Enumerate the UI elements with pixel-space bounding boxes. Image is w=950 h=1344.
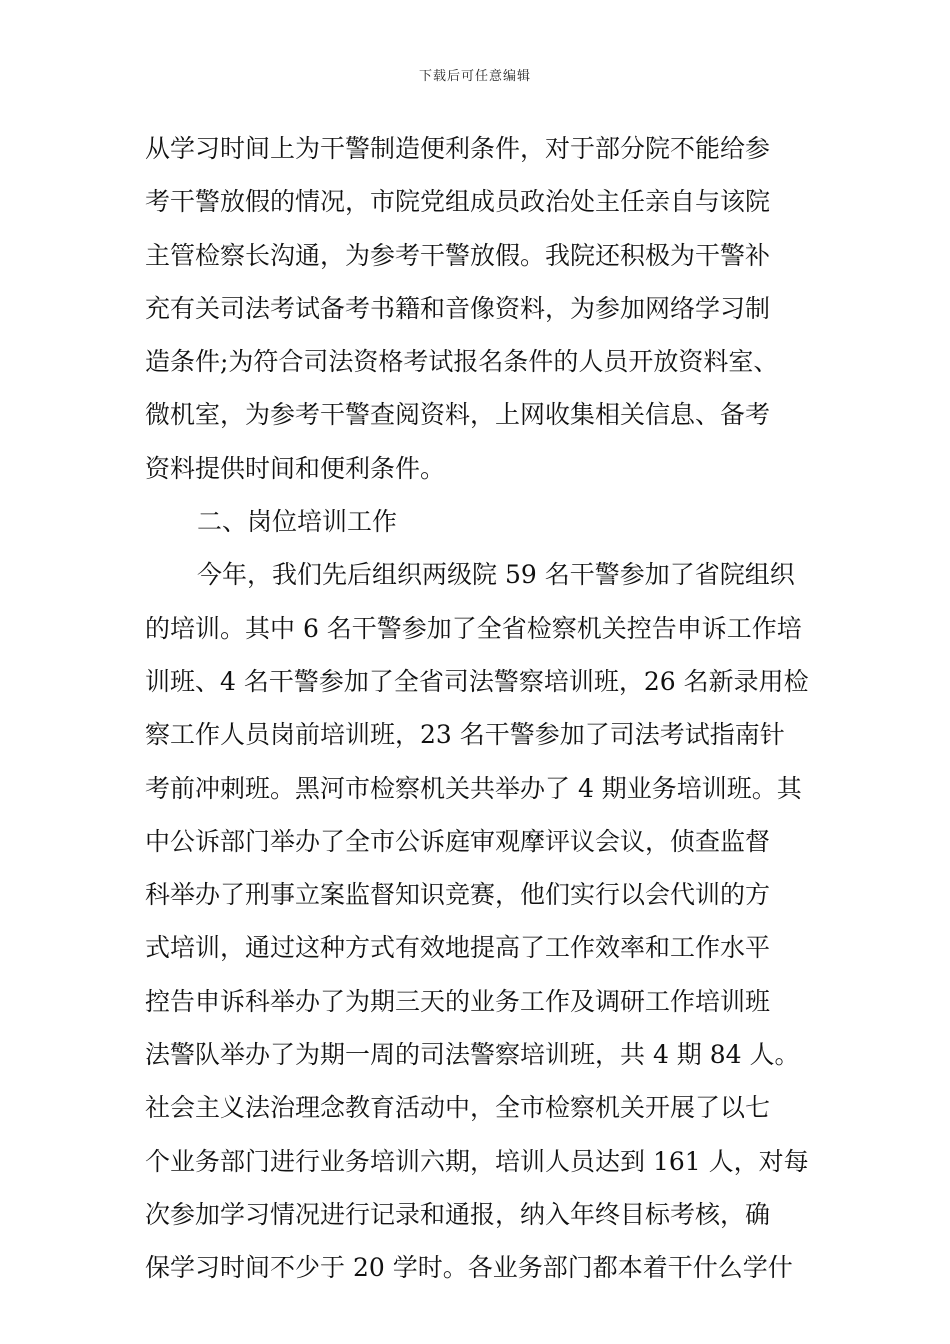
text-line: 个业务部门进行业务培训六期，培训人员达到 161 人，对每 (145, 1146, 809, 1176)
text-line: 训班、4 名干警参加了全省司法警察培训班，26 名新录用检 (145, 666, 809, 696)
text-line: 察工作人员岗前培训班，23 名干警参加了司法考试指南针 (145, 720, 785, 750)
text-line: 充有关司法考试备考书籍和音像资料，为参加网络学习制 (145, 293, 771, 323)
text-line: 保学习时间不少于 20 学时。各业务部门都本着干什么学什 (145, 1253, 793, 1283)
text-line: 微机室，为参考干警查阅资料，上网收集相关信息、备考 (145, 400, 771, 430)
text-line: 考前冲刺班。黑河市检察机关共举办了 4 期业务培训班。其 (145, 773, 802, 803)
text-line: 资料提供时间和便利条件。 (145, 453, 446, 483)
text-line: 控告申诉科举办了为期三天的业务工作及调研工作培训班 (145, 986, 771, 1016)
page-header-note: 下载后可任意编辑 (418, 69, 531, 84)
text-line: 造条件;为符合司法资格考试报名条件的人员开放资料室、 (145, 347, 779, 377)
text-line: 今年，我们先后组织两级院 59 名干警参加了省院组织 (197, 560, 795, 590)
text-line: 考干警放假的情况，市院党组成员政治处主任亲自与该院 (145, 187, 771, 217)
text-line: 社会主义法治理念教育活动中，全市检察机关开展了以七 (145, 1093, 771, 1123)
text-line: 从学习时间上为干警制造便利条件，对于部分院不能给参 (145, 134, 771, 163)
document-body (145, 122, 810, 1295)
text-line: 主管检察长沟通，为参考干警放假。我院还积极为干警补 (145, 240, 771, 270)
text-line: 次参加学习情况进行记录和通报，纳入年终目标考核，确 (145, 1199, 771, 1229)
text-line: 科举办了刑事立案监督知识竞赛，他们实行以会代训的方 (145, 880, 771, 910)
text-line: 的培训。其中 6 名干警参加了全省检察机关控告申诉工作培 (145, 613, 802, 643)
text-line: 式培训，通过这种方式有效地提高了工作效率和工作水平 (145, 933, 771, 963)
text-line: 中公诉部门举办了全市公诉庭审观摩评议会议，侦查监督 (145, 826, 771, 856)
text-line: 二、岗位培训工作 (197, 507, 398, 537)
text-line: 法警队举办了为期一周的司法警察培训班，共 4 期 84 人。 (145, 1040, 800, 1070)
